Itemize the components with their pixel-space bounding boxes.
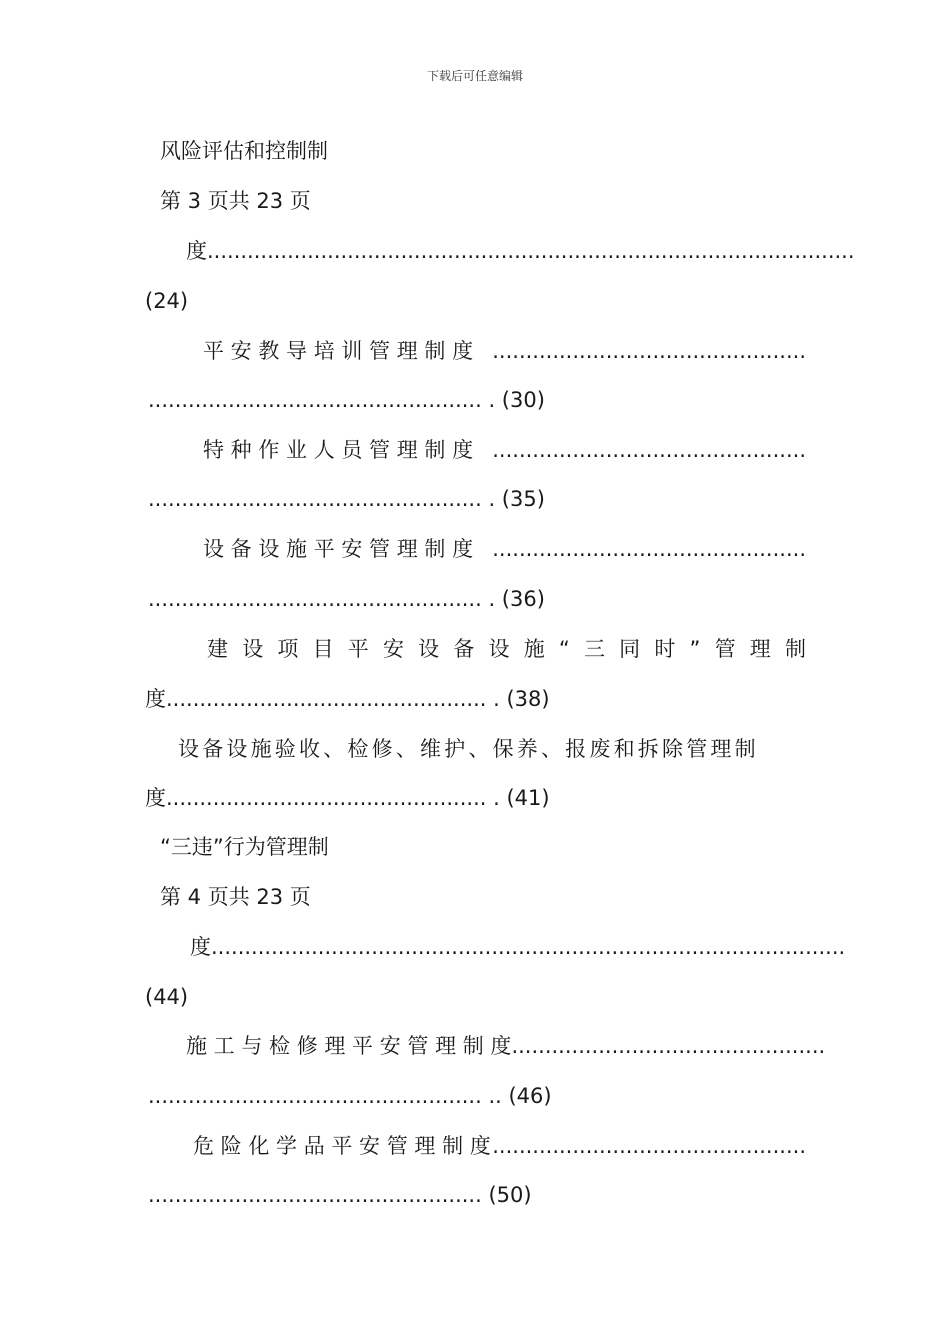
toc-entry <box>203 536 806 562</box>
title-char: 设 <box>488 637 510 661</box>
leader-dots: ................................................ <box>520 239 842 263</box>
toc-entry-page: .................................................. . (36) <box>148 587 545 611</box>
toc-entry-page: 度................................................ . (38) <box>145 687 550 711</box>
toc-entry-title: 平 安 教 导 培 训 管 理 制 度 <box>203 339 474 363</box>
title-char: 理 <box>749 637 771 661</box>
title-char: 项 <box>277 637 299 661</box>
leader-dots: ............................................... <box>492 1134 806 1158</box>
toc-entry <box>203 437 806 463</box>
title-char: 施 <box>523 637 545 661</box>
leader-dots: ............................................... <box>492 537 806 561</box>
toc-entry-page: .................................................. .. (46) <box>148 1084 552 1108</box>
title-char: 管 <box>714 637 736 661</box>
toc-entry <box>193 1133 806 1159</box>
toc-entry-title: 施 工 与 检 修 理 平 安 管 理 制 度 <box>186 1034 512 1058</box>
toc-leader-line <box>190 934 846 960</box>
title-char: 三 <box>583 637 605 661</box>
page-count-line: 第 4 页共 23 页 <box>160 885 311 909</box>
leader-dots: . <box>838 935 846 959</box>
toc-entry-page: .................................................. . (30) <box>148 388 545 412</box>
leader-dots: ............................................... <box>511 1034 826 1058</box>
toc-entry <box>186 1033 826 1059</box>
toc-entry-title: 特 种 作 业 人 员 管 理 制 度 <box>203 438 474 462</box>
title-char: 制 <box>784 637 806 661</box>
toc-entry-title: 设备设施验收、检修、维护、保养、报废和拆除管理制 <box>178 737 759 761</box>
toc-entry-title: 危 险 化 学 品 平 安 管 理 制 度 <box>193 1134 491 1158</box>
toc-entry-page: 度................................................ . (41) <box>145 786 550 810</box>
leader-dots: ............................................... <box>524 935 839 959</box>
title-char: 设 <box>242 637 264 661</box>
title-char: 目 <box>312 637 334 661</box>
leader-dots: ............................................... <box>207 239 521 263</box>
toc-line: 风险评估和控制制 <box>160 139 328 163</box>
title-char: 建 <box>207 637 228 661</box>
toc-entry-page: .................................................. (50) <box>148 1183 532 1207</box>
title-char: ” <box>689 637 701 661</box>
title-char: 备 <box>453 637 475 661</box>
toc-text: 度 <box>190 935 211 959</box>
title-char: 同 <box>619 637 641 661</box>
toc-text: 度 <box>186 239 207 263</box>
page-ref: (44) <box>145 985 189 1009</box>
title-char: 平 <box>347 637 369 661</box>
page-count-line: 第 3 页共 23 页 <box>160 189 311 213</box>
toc-line: “三违”行为管理制 <box>160 835 329 859</box>
title-char: “ <box>558 637 570 661</box>
title-char: 时 <box>654 637 676 661</box>
page-ref: (24) <box>145 289 189 313</box>
toc-leader-line <box>186 238 855 264</box>
toc-entry-title-spread <box>207 636 806 662</box>
title-char: 设 <box>418 637 440 661</box>
toc-entry-title: 设 备 设 施 平 安 管 理 制 度 <box>203 537 474 561</box>
title-char: 安 <box>382 637 404 661</box>
leader-dots: .. <box>841 239 855 263</box>
page-header: 下载后可任意编辑 <box>426 69 523 83</box>
toc-entry <box>203 338 806 364</box>
leader-dots: ............................................... <box>492 339 806 363</box>
toc-entry-page: .................................................. . (35) <box>148 487 545 511</box>
leader-dots: ............................................... <box>211 935 525 959</box>
leader-dots: ............................................... <box>492 438 806 462</box>
